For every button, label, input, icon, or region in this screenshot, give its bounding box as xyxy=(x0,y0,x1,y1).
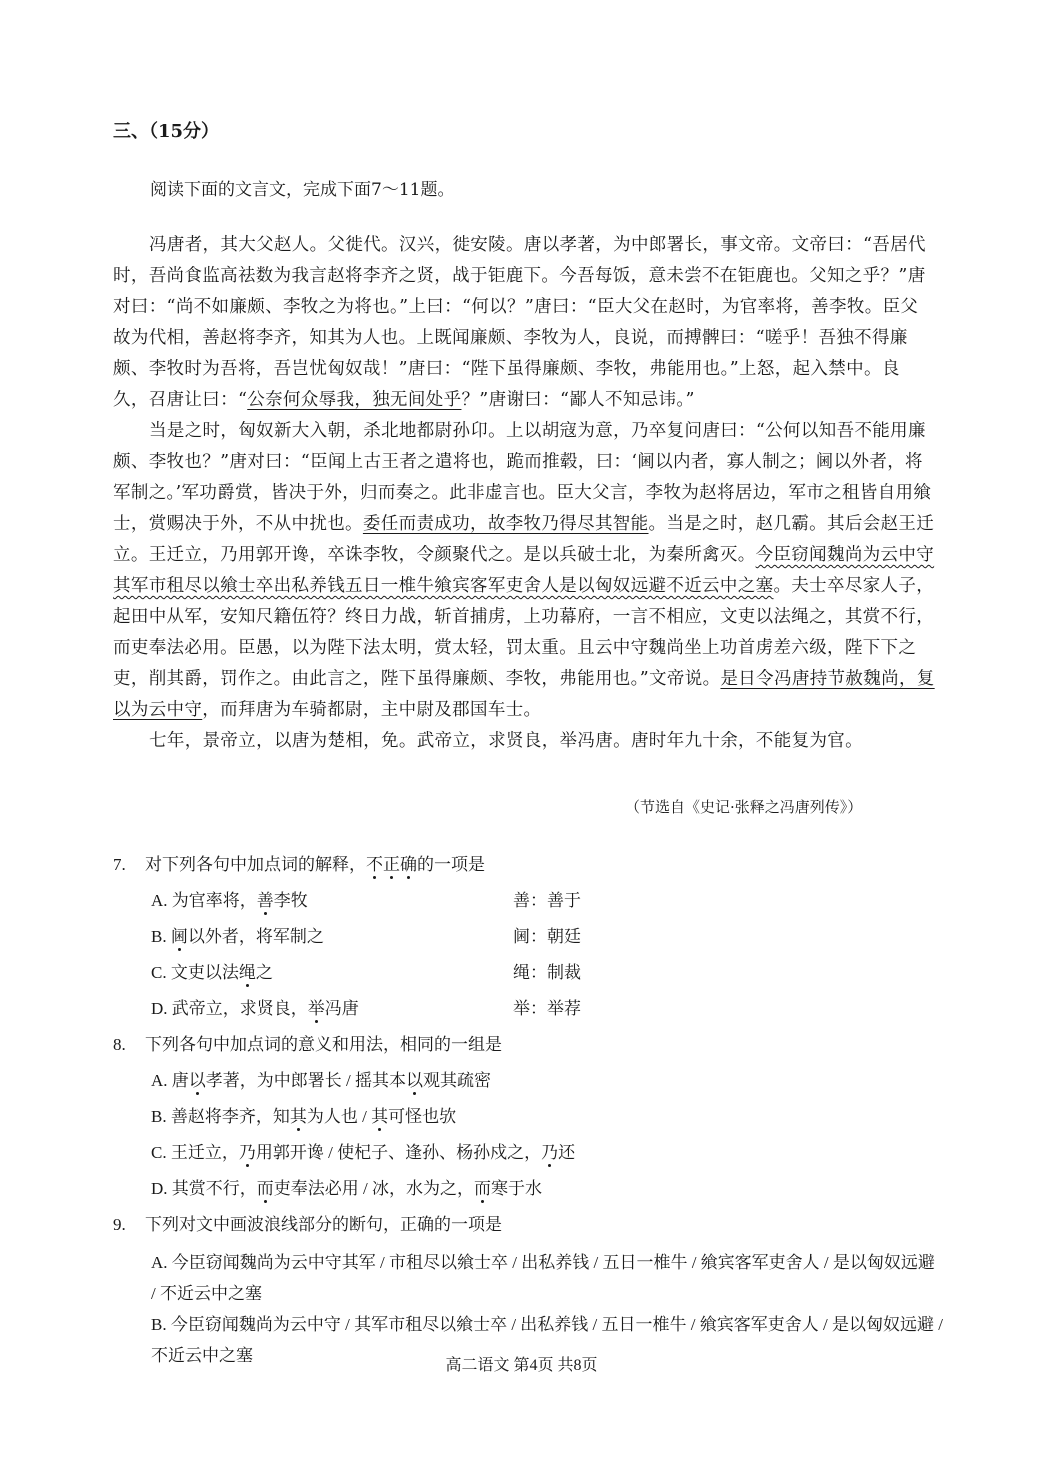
passage-paragraph-3: 七年，景帝立，以唐为楚相，免。武帝立，求贤良，举冯唐。唐时年九十余，不能复为官。 xyxy=(149,731,863,751)
question-number: 7. xyxy=(113,855,126,874)
option-text: 还 xyxy=(558,1143,576,1162)
page-footer: 高二语文 第4页 共8页 xyxy=(445,1357,598,1374)
dotted-char: 而 xyxy=(256,1179,274,1198)
option-text: 用郭开谗 / 使杞子、逢孙、杨孙戍之， xyxy=(255,1143,542,1162)
question-stem xyxy=(113,1211,943,1247)
dotted-char: 确 xyxy=(400,855,417,874)
question-8 xyxy=(113,1031,943,1211)
option-label: D. xyxy=(151,999,168,1018)
option-text: 今臣窃闻魏尚为云中守其军 / 市租尽以飨士卒 / 出私养钱 / 五日一椎牛 / 飨宾客军吏舍人 / 是以匈奴远避 / 不近云中之塞 xyxy=(151,1253,935,1303)
underlined-sentence: 委任而责成功，故李牧乃得尽其智能 xyxy=(362,514,649,534)
dotted-char: 善 xyxy=(256,891,274,910)
option-label: B. xyxy=(151,927,167,946)
option-b xyxy=(113,1103,943,1139)
stem-text: 的一项是 xyxy=(417,855,485,874)
option-text: 武帝立，求贤良， xyxy=(171,999,308,1018)
option-gloss: 举：举荐 xyxy=(513,999,581,1018)
option-text: 李牧 xyxy=(273,891,308,910)
option-text: 观其疏密 xyxy=(423,1071,492,1090)
option-text: 今臣窃闻魏尚为云中守 / 其军市租尽以飨士卒 / 出私养钱 / 五日一椎牛 / 飨宾客军吏舍人 / 是以匈奴远避 / 不近云中之塞 xyxy=(151,1315,943,1365)
option-label: A. xyxy=(151,1253,168,1272)
passage-text: 。当是之时，赵几霸。其后会赵王迁立。王迁立，乃用郭开谗，卒诛李牧，令颜聚代之。是以兵破士北，为秦所禽灭。 xyxy=(113,514,935,565)
option-text: 其赏不行， xyxy=(171,1179,257,1198)
option-label: C. xyxy=(151,963,167,982)
dotted-char: 而 xyxy=(474,1179,492,1198)
option-text: 寒于水 xyxy=(491,1179,543,1198)
option-d xyxy=(113,995,943,1031)
option-label: B. xyxy=(151,1315,167,1334)
passage-source: （节选自《史记·张释之冯唐列传》） xyxy=(625,798,863,816)
option-label: A. xyxy=(151,1071,168,1090)
stem-text: 下列各句中加点词的意义和用法，相同的一组是 xyxy=(145,1035,502,1054)
option-a xyxy=(113,1067,943,1103)
stem-text: 对下列各句中加点词的解释， xyxy=(145,855,366,874)
wavy-underlined-sentence: 今臣窃闻魏尚为云中守其军市租尽以飨士卒出私养钱五日一椎牛飨宾客军吏舍人是以匈奴远避不近云中之塞 xyxy=(113,545,935,596)
option-text: 孝著，为中郎署长 / 摇其本 xyxy=(205,1071,407,1090)
dotted-char: 以 xyxy=(406,1071,424,1090)
section-intro: 阅读下面的文言文，完成下面7～11题。 xyxy=(150,180,455,200)
option-text: 吏奉法必用 / 冰，水为之， xyxy=(273,1179,475,1198)
passage-text: ？”唐谢曰：“鄙人不知忌讳。” xyxy=(461,390,695,410)
option-text: 可怪也欤 xyxy=(388,1107,457,1126)
question-number: 8. xyxy=(113,1035,126,1054)
option-text: 王迁立， xyxy=(170,1143,239,1162)
option-label: C. xyxy=(151,1143,167,1162)
question-9 xyxy=(113,1211,943,1371)
option-text: 之 xyxy=(255,963,273,982)
passage-paragraph-2 xyxy=(113,416,935,726)
option-gloss: 善：善于 xyxy=(513,891,581,910)
dotted-char: 正 xyxy=(383,855,400,874)
option-text: 冯唐 xyxy=(324,999,359,1018)
question-7 xyxy=(113,851,943,1031)
dotted-char: 绳 xyxy=(238,963,256,982)
option-text: 文吏以法 xyxy=(170,963,239,982)
option-b xyxy=(113,923,943,959)
option-label: B. xyxy=(151,1107,167,1126)
underlined-sentence: 是日令冯唐持节赦魏尚，复以为云中守 xyxy=(113,669,935,720)
passage-text: 冯唐者，其大父赵人。父徙代。汉兴，徙安陵。唐以孝著，为中郎署长，事文帝。文帝曰：“吾居代时，吾尚食监高祛数为我言赵将李齐之贤，战于钜鹿下。今吾每饭，意未尝不在钜鹿也。父知之乎？”唐对曰：“尚不如廉颇、李牧之为将也。”上曰：“何以？”唐曰：“臣大父在赵时，为官率将，善李牧。臣父故为代相，善赵将李齐，知其为人也。上既闻廉颇、李牧为人，良说，而搏髀曰：“嗟乎！吾独不得廉颇、李牧时为吾将，吾岂忧匈奴哉！”唐曰：“陛下虽得廉颇、李牧，弗能用也。”上怒，起入禁中。良久，召唐让曰：“ xyxy=(113,235,926,410)
option-text: 为官率将， xyxy=(171,891,257,910)
option-label: A. xyxy=(151,891,168,910)
section-heading: 三、（15分） xyxy=(113,121,220,142)
option-a xyxy=(113,1247,943,1309)
passage-text: 当是之时，匈奴新大入朝，杀北地都尉孙卬。上以胡寇为意，乃卒复问唐曰：“公何以知吾不能用廉颇、李牧也？”唐对曰：“臣闻上古王者之遣将也，跪而推毂，曰：‘阃以内者，寡人制之；阃以外者，将军制之。’军功爵赏，皆决于外，归而奏之。此非虚言也。臣大父言，李牧为赵将居边，军市之租皆自用飨士，赏赐决于外，不从中扰也。 xyxy=(113,421,932,534)
dotted-char: 乃 xyxy=(541,1143,559,1162)
dotted-char: 其 xyxy=(371,1107,389,1126)
dotted-char: 举 xyxy=(307,999,325,1018)
dotted-char: 乃 xyxy=(238,1143,256,1162)
classical-passage xyxy=(113,230,935,757)
option-a xyxy=(113,887,943,923)
dotted-char: 不 xyxy=(366,855,383,874)
dotted-char: 其 xyxy=(289,1107,307,1126)
option-c xyxy=(113,1139,943,1175)
stem-text: 下列对文中画波浪线部分的断句，正确的一项是 xyxy=(145,1215,502,1234)
dotted-char: 阃 xyxy=(170,927,188,946)
option-text: 为人也 / xyxy=(306,1107,372,1126)
passage-text: 。夫士卒尽家人子，起田中从军，安知尺籍伍符？终日力战，斩首捕虏，上功幕府，一言不相应，文吏以法绳之，其赏不行，而吏奉法必用。臣愚，以为陛下法太明，赏太轻，罚太重。且云中守魏尚坐上功首虏差六级，陛下下之吏，削其爵，罚作之。由此言之，陛下虽得廉颇、李牧，弗能用也。”文帝说。 xyxy=(113,576,935,689)
passage-paragraph-1 xyxy=(113,230,935,416)
dotted-char: 以 xyxy=(188,1071,206,1090)
option-text: 以外者，将军制之 xyxy=(187,927,324,946)
option-text: 唐 xyxy=(171,1071,189,1090)
option-gloss: 阃：朝廷 xyxy=(513,927,581,946)
questions xyxy=(113,851,943,1371)
passage-text: ，而拜唐为车骑都尉，主中尉及郡国车士。 xyxy=(202,700,542,720)
option-c xyxy=(113,959,943,995)
option-label: D. xyxy=(151,1179,168,1198)
question-number: 9. xyxy=(113,1215,126,1234)
option-d xyxy=(113,1175,943,1211)
option-gloss: 绳：制裁 xyxy=(513,963,581,982)
option-text: 善赵将李齐，知 xyxy=(170,1107,290,1126)
question-stem xyxy=(113,1031,943,1067)
underlined-sentence: 公奈何众辱我，独无间处乎 xyxy=(247,390,462,410)
question-stem xyxy=(113,851,943,887)
